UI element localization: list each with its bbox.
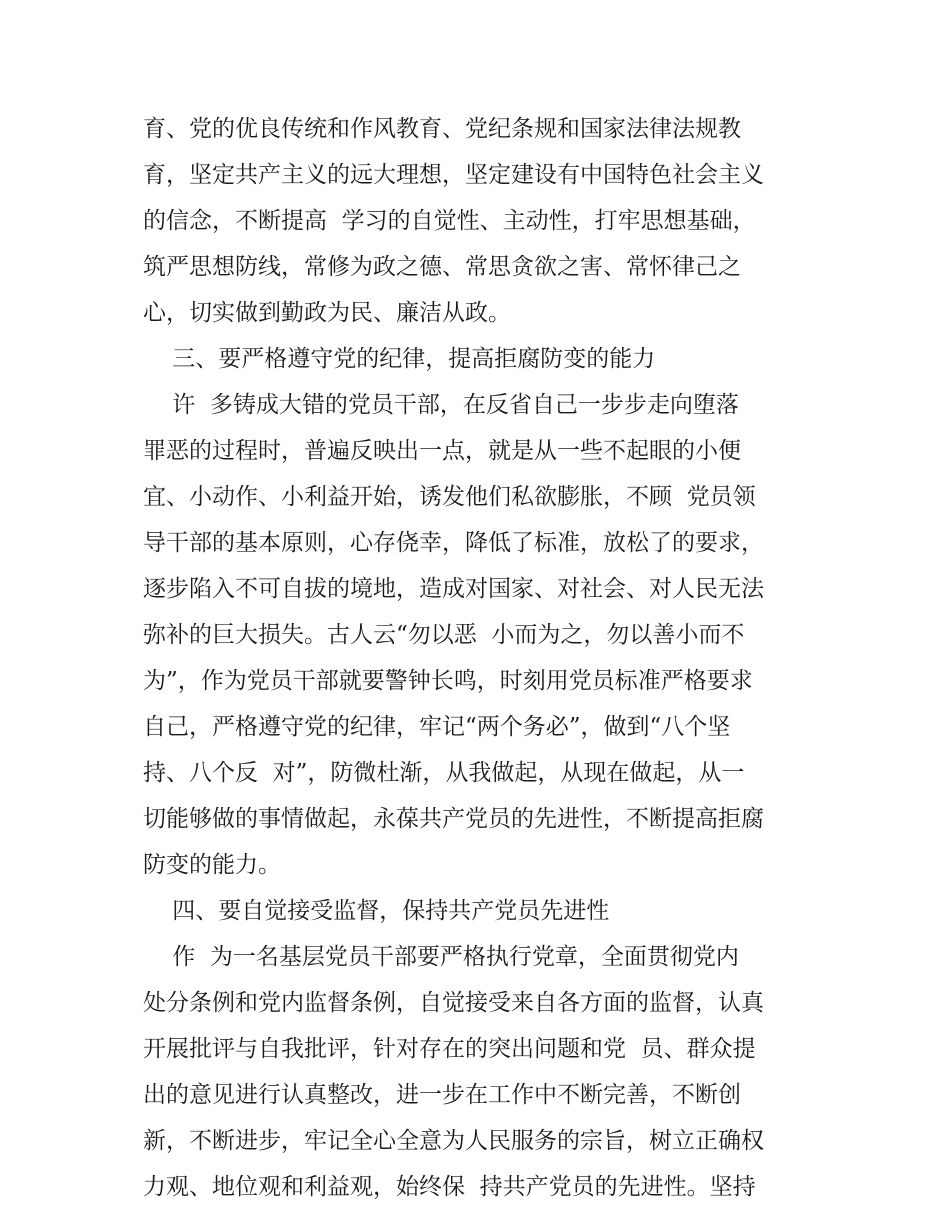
section-heading-4: 四、要自觉接受监督，保持共产党员先进性 <box>143 898 610 924</box>
text-line: 防变的能力。 <box>143 852 281 878</box>
text-line: 作 为一名基层党员干部要严格执行党章，全面贯彻党内 <box>143 944 739 970</box>
body-text <box>143 106 823 1210</box>
text-line: 心，切实做到勤政为民、廉洁从政。 <box>143 300 511 326</box>
text-line: 弥补的巨大损失。古人云“勿以恶 小而为之，勿以善小而不 <box>143 622 745 648</box>
section-heading-3: 三、要严格遵守党的纪律，提高拒腐防变的能力 <box>143 346 656 372</box>
text-line: 许 多铸成大错的党员干部，在反省自己一步步走向堕落 <box>143 392 739 418</box>
text-line: 宜、小动作、小利益开始，诱发他们私欲膨胀，不顾 党员领 <box>143 484 756 510</box>
text-line: 为”，作为党员干部就要警钟长鸣，时刻用党员标准严格要求 <box>143 668 753 694</box>
text-line: 筑严思想防线，常修为政之德、常思贪欲之害、常怀律己之 <box>143 254 741 280</box>
text-line: 出的意见进行认真整改，进一步在工作中不断完善，不断创 <box>143 1082 741 1108</box>
text-line: 罪恶的过程时，普遍反映出一点，就是从一些不起眼的小便 <box>143 438 741 464</box>
text-line: 导干部的基本原则，心存侥幸，降低了标准，放松了的要求， <box>143 530 764 556</box>
text-line: 育、党的优良传统和作风教育、党纪条规和国家法律法规教 <box>143 116 741 142</box>
text-line: 力观、地位观和利益观，始终保 持共产党员的先进性。坚持 <box>143 1174 756 1200</box>
text-line: 新，不断进步，牢记全心全意为人民服务的宗旨，树立正确权 <box>143 1128 764 1154</box>
text-line: 持、八个反 对”，防微杜渐，从我做起，从现在做起，从一 <box>143 760 745 786</box>
text-line: 处分条例和党内监督条例，自觉接受来自各方面的监督，认真 <box>143 990 764 1016</box>
text-line: 逐步陷入不可自拔的境地，造成对国家、对社会、对人民无法 <box>143 576 764 602</box>
text-line: 育，坚定共产主义的远大理想，坚定建设有中国特色社会主义 <box>143 162 764 188</box>
text-line: 自己，严格遵守党的纪律，牢记“两个务必”，做到“八个坚 <box>143 714 731 740</box>
text-line: 的信念，不断提高 学习的自觉性、主动性，打牢思想基础， <box>143 208 756 234</box>
text-line: 开展批评与自我批评，针对存在的突出问题和党 员、群众提 <box>143 1036 756 1062</box>
text-line: 切能够做的事情做起，永葆共产党员的先进性，不断提高拒腐 <box>143 806 764 832</box>
